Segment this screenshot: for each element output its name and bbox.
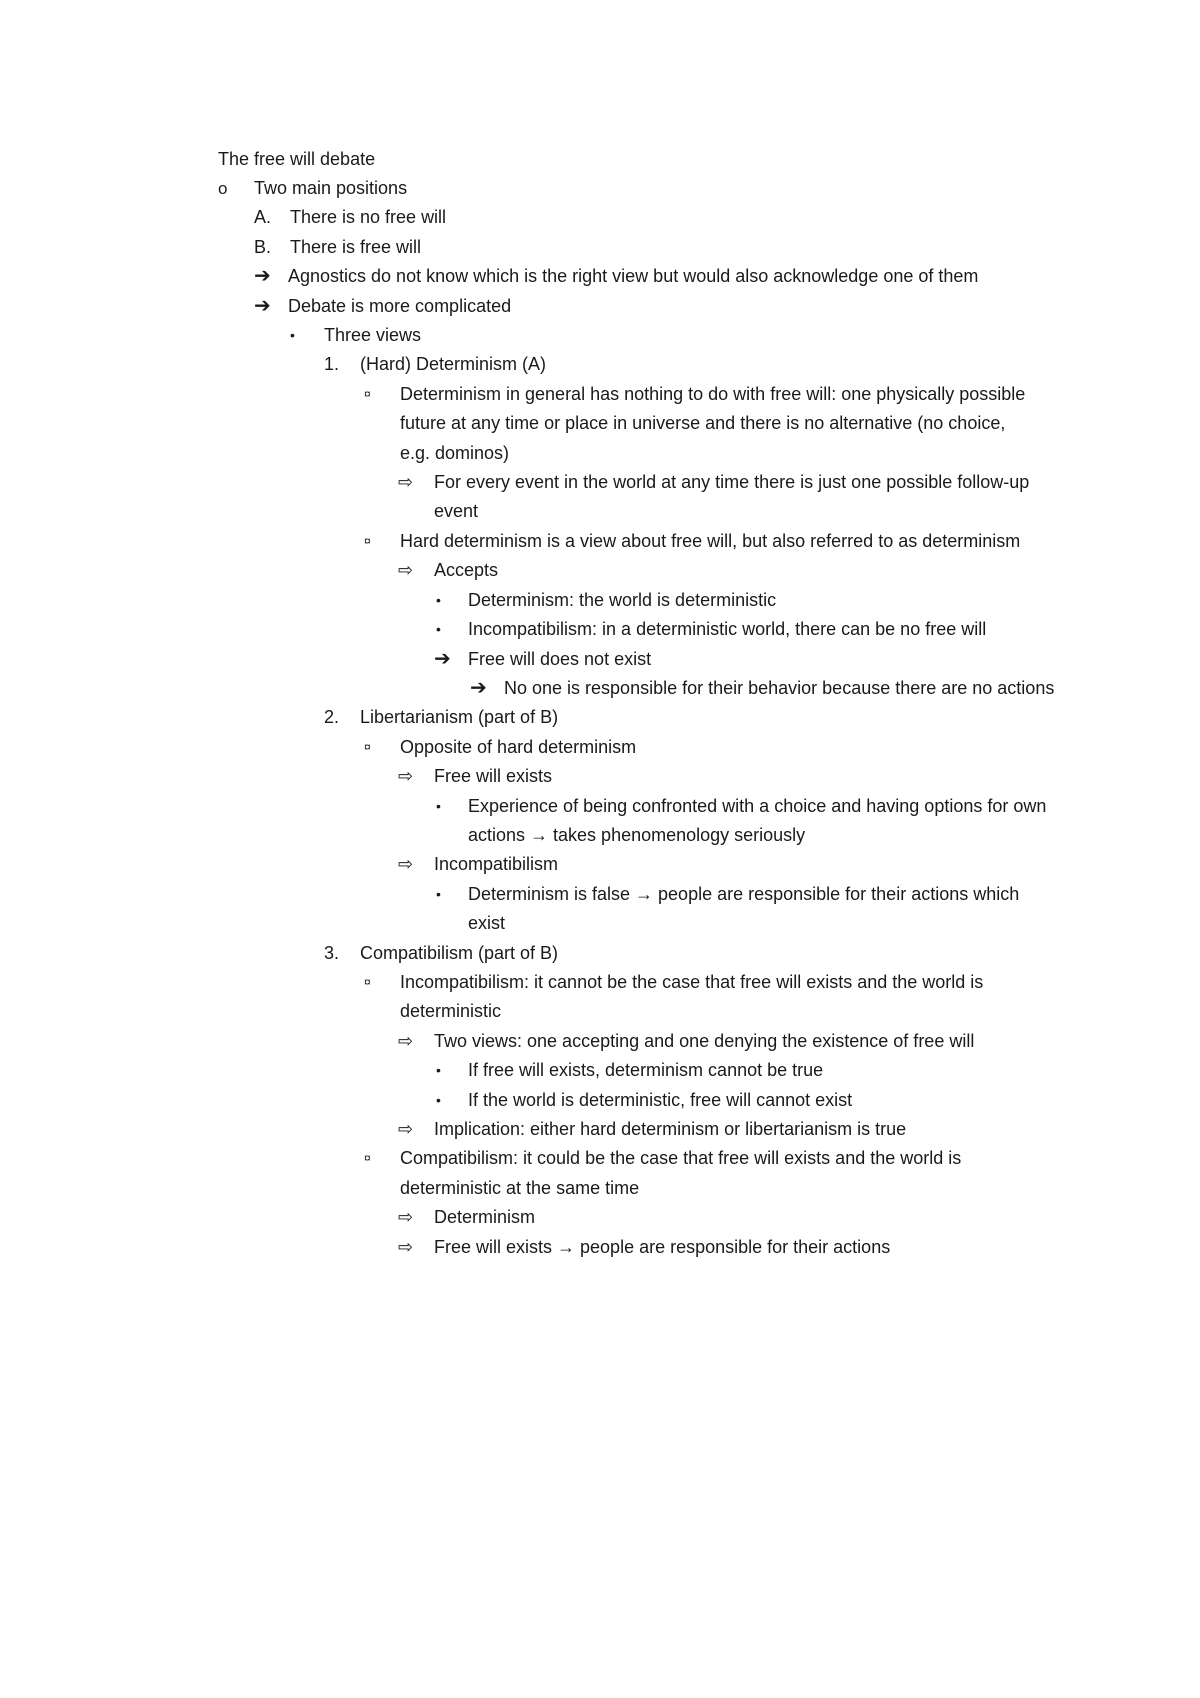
outline-item-marker: •: [436, 591, 441, 608]
outline-item: [0, 1086, 1200, 1115]
outline-item: [0, 174, 1200, 203]
outline-item-marker: B.: [254, 236, 272, 257]
outline-item-text: Two views: one accepting and one denying the existence of free will: [434, 1030, 975, 1051]
outline-item-text: No one is responsible for their behavior because there are no actions: [504, 677, 1055, 698]
outline-item: [0, 615, 1200, 644]
outline-item: [0, 703, 1200, 732]
outline-item: [0, 586, 1200, 615]
outline-item-marker: o: [218, 179, 228, 198]
outline-item-text: (Hard) Determinism (A): [360, 354, 547, 375]
outline-item-marker: •: [290, 327, 295, 344]
outline-item: [0, 880, 1200, 939]
outline-item-text: Experience of being confronted with a choice and having options for own actions → takes phenomenology seriously: [468, 795, 1047, 845]
outline-item-marker: A.: [254, 207, 272, 228]
outline-item-marker: ⇨: [398, 560, 414, 581]
outline-item-text: Determinism: [434, 1207, 536, 1228]
outline-item-marker: ¤: [364, 974, 371, 989]
outline-item-text: Hard determinism is a view about free will, but also referred to as determinism: [400, 530, 1021, 551]
outline-item: [0, 233, 1200, 262]
outline-item-text: Incompatibilism: it cannot be the case that free will exists and the world is deterministic: [400, 971, 984, 1022]
outline-item: [0, 1056, 1200, 1085]
outline-item-marker: •: [436, 885, 441, 902]
outline-item-text: There is no free will: [290, 207, 447, 228]
outline-item-text: Compatibilism (part of B): [360, 942, 559, 963]
outline-item-text: For every event in the world at any time there is just one possible follow-up event: [434, 472, 1030, 522]
outline-item: [0, 468, 1200, 527]
outline-item-marker: ➔: [254, 265, 271, 288]
outline-item: [0, 968, 1200, 1027]
outline-item-marker: 1.: [324, 354, 340, 375]
outline-item: [0, 321, 1200, 350]
outline-item-marker: ➔: [254, 294, 271, 317]
outline-item-text: Incompatibilism: in a deterministic world, there can be no free will: [468, 619, 987, 640]
outline-item-text: Libertarianism (part of B): [360, 707, 559, 728]
outline-item: [0, 1144, 1200, 1203]
outline-item: [0, 1203, 1200, 1232]
outline-item: [0, 527, 1200, 556]
outline-item-marker: •: [436, 1091, 441, 1108]
outline-item: [0, 645, 1200, 674]
outline-item-marker: •: [436, 621, 441, 638]
outline-item-text: Debate is more complicated: [288, 295, 512, 316]
outline-item-marker: ➔: [470, 676, 487, 699]
outline-item-text: Determinism is false → people are responsible for their actions which exist: [468, 883, 1020, 934]
outline-item-marker: 3.: [324, 942, 340, 963]
outline-item-text: Three views: [324, 325, 422, 346]
outline-item-text: Accepts: [434, 560, 499, 581]
outline-item: [0, 939, 1200, 968]
outline-item-marker: ⇨: [398, 766, 414, 787]
outline-item-text: Implication: either hard determinism or libertarianism is true: [434, 1119, 907, 1139]
outline-item-text: Free will exists: [434, 766, 553, 787]
outline-item: [0, 762, 1200, 791]
outline-item-text: Compatibilism: it could be the case that free will exists and the world is deterministic at the same time: [400, 1148, 962, 1198]
outline-item-marker: ⇨: [398, 1207, 414, 1228]
outline-item-text: If free will exists, determinism cannot be true: [468, 1060, 824, 1081]
outline-item: [0, 850, 1200, 879]
outline-item-marker: •: [436, 1062, 441, 1079]
outline-item-marker: •: [436, 797, 441, 814]
outline-item: [0, 733, 1200, 762]
outline-item-marker: 2.: [324, 707, 340, 728]
outline-item: [0, 1027, 1200, 1056]
outline-item-marker: ⇨: [398, 1119, 414, 1139]
outline-item-text: Free will exists → people are responsible for their actions: [434, 1236, 891, 1257]
outline-item: [0, 1233, 1200, 1262]
outline-item: [0, 792, 1200, 851]
outline-item: [0, 380, 1200, 468]
outline-item-marker: ¤: [364, 533, 371, 548]
outline-item-text: Free will does not exist: [468, 648, 652, 669]
document-title: The free will debate: [218, 149, 376, 169]
outline-item-text: Two main positions: [254, 178, 408, 198]
outline-item-text: Determinism: the world is deterministic: [468, 589, 777, 610]
outline-item-marker: ⇨: [398, 1030, 414, 1051]
outline-list: [0, 174, 1200, 1262]
outline-item: [0, 350, 1200, 379]
outline-item-marker: ¤: [364, 1151, 371, 1166]
outline-item-text: Incompatibilism: [434, 854, 559, 875]
outline-item-marker: ¤: [364, 386, 371, 401]
outline-item: [0, 674, 1200, 703]
outline-item-text: There is free will: [290, 236, 422, 257]
outline-item-marker: ⇨: [398, 854, 414, 875]
outline-item: [0, 556, 1200, 585]
outline-item-text: Opposite of hard determinism: [400, 736, 637, 757]
outline-item-text: Determinism in general has nothing to do with free will: one physically possible future at any time or place in universe and there is no alternative (no choice, e.g. dominos): [400, 383, 1026, 463]
outline-item-marker: ¤: [364, 739, 371, 754]
outline-item-marker: ⇨: [398, 1236, 414, 1257]
outline-item: [0, 262, 1200, 291]
outline-item-marker: ➔: [434, 647, 451, 670]
outline-item: [0, 203, 1200, 232]
outline-item-text: Agnostics do not know which is the right view but would also acknowledge one of them: [288, 266, 979, 287]
outline-item-marker: ⇨: [398, 472, 414, 493]
outline-item-text: If the world is deterministic, free will cannot exist: [468, 1089, 853, 1110]
outline-item: [0, 292, 1200, 321]
outline-item: [0, 1115, 1200, 1144]
